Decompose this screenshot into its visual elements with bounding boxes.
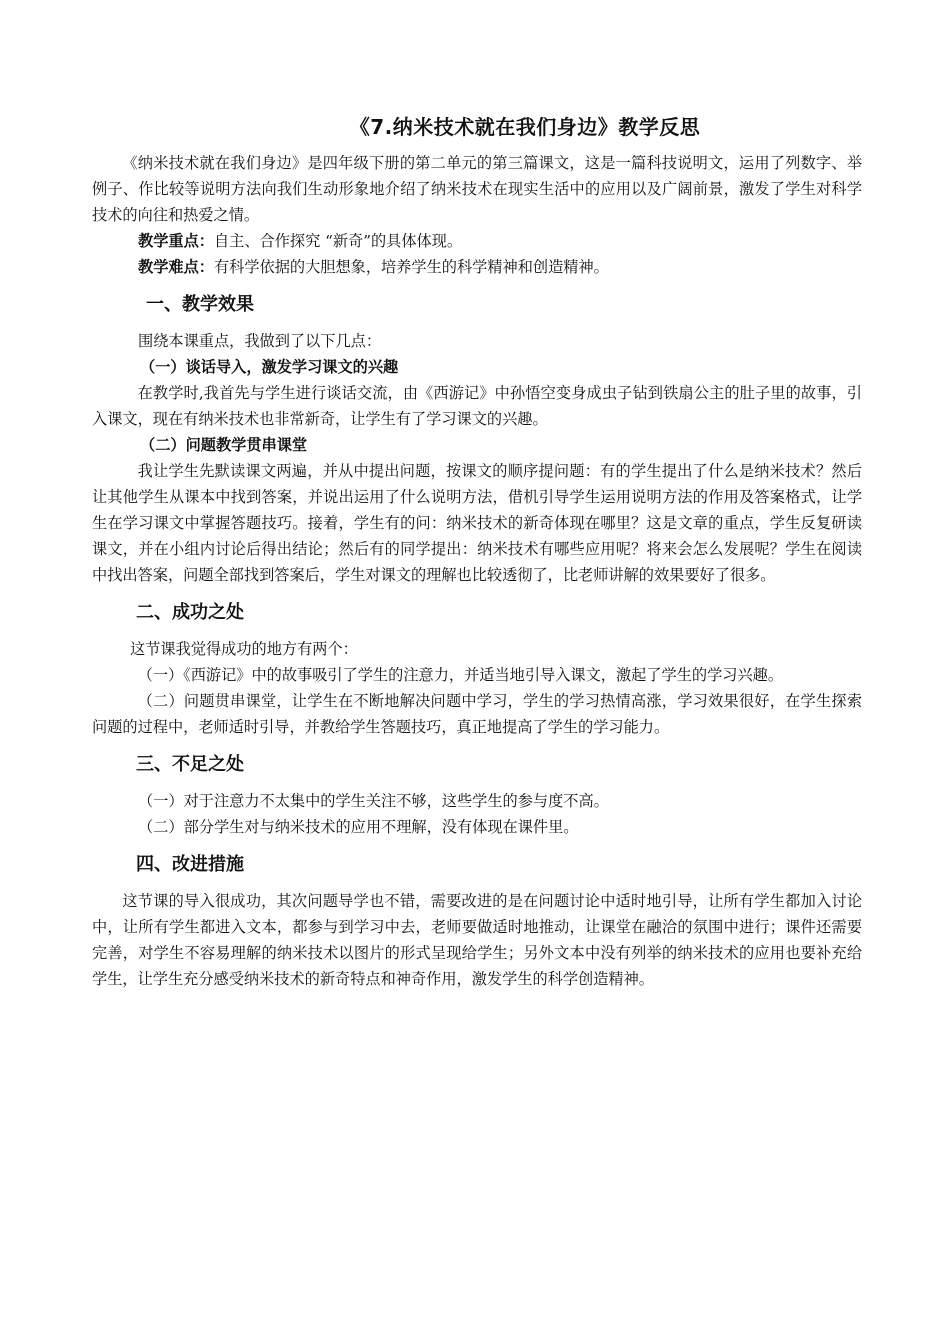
teaching-difficulty-label: 教学难点：: [138, 258, 214, 276]
section1-sub1-text: 在教学时,我首先与学生进行谈话交流，由《西游记》中孙悟空变身成虫子钻到铁扇公主的肚子里的故事，引入课文，现在有纳米技术也非常新奇，让学生有了学习课文的兴趣。: [92, 384, 862, 428]
teaching-focus-label: 教学重点：: [138, 232, 214, 250]
section1-sub2-heading: （二）问题教学贯串课堂: [140, 436, 308, 454]
section2-heading: 二、成功之处: [136, 602, 244, 623]
section2-item2: （二）问题贯串课堂，让学生在不断地解决问题中学习，学生的学习热情高涨，学习效果很好，在学生探索问题的过程中，老师适时引导，并教给学生答题技巧，真正地提高了学生的学习能力。: [92, 692, 862, 736]
section3-heading: 三、不足之处: [136, 754, 244, 775]
teaching-difficulty: [92, 254, 862, 280]
section1-heading: 一、教学效果: [146, 294, 254, 315]
section1-lead: 围绕本课重点，我做到了以下几点：: [138, 332, 381, 350]
section1-sub2-text: 我让学生先默读课文两遍，并从中提出问题，按课文的顺序提问题：有的学生提出了什么是纳米技术？然后让其他学生从课本中找到答案，并说出运用了什么说明方法，借机引导学生运用说明方法的作用及答案格式，让学生在学习课文中掌握答题技巧。接着，学生有的问：纳米技术的新奇体现在哪里？这是文章的重点，学生反复研读课文，并在小组内讨论后得出结论；然后有的同学提出：纳米技术有哪些应用呢？将来会怎么发展呢？学生在阅读中找出答案，问题全部找到答案后，学生对课文的理解也比较透彻了，比老师讲解的效果要好了很多。: [92, 462, 862, 584]
section4-heading: 四、改进措施: [136, 854, 244, 875]
teaching-focus: [92, 228, 862, 254]
section3-item1: （一）对于注意力不太集中的学生关注不够，这些学生的参与度不高。: [138, 792, 609, 810]
teaching-focus-text: 自主、合作探究 “新奇”的具体体现。: [213, 232, 463, 250]
section3-item2: （二）部分学生对与纳米技术的应用不理解，没有体现在课件里。: [138, 818, 579, 836]
document-title: 《7.纳米技术就在我们身边》教学反思: [349, 115, 701, 139]
section2-lead: 这节课我觉得成功的地方有两个：: [130, 640, 358, 658]
section2-item1: （一）《西游记》中的故事吸引了学生的注意力，并适当地引导入课文，激起了学生的学习兴趣。: [137, 666, 784, 684]
document-page: [92, 112, 862, 992]
teaching-difficulty-text: 有科学依据的大胆想象，培养学生的科学精神和创造精神。: [213, 258, 609, 276]
section1-sub1-heading: （一）谈话导入，激发学习课文的兴趣: [140, 358, 399, 376]
intro-paragraph: 《纳米技术就在我们身边》是四年级下册的第二单元的第三篇课文，这是一篇科技说明文，运用了列数字、举例子、作比较等说明方法向我们生动形象地介绍了纳米技术在现实生活中的应用以及广阔前景，激发了学生对科学技术的向往和热爱之情。: [92, 154, 862, 224]
section4-text: 这节课的导入很成功，其次问题导学也不错，需要改进的是在问题讨论中适时地引导，让所有学生都加入讨论中，让所有学生都进入文本，都参与到学习中去，老师要做适时地推动，让课堂在融洽的氛围中进行；课件还需要完善，对学生不容易理解的纳米技术以图片的形式呈现给学生；另外文本中没有列举的纳米技术的应用也要补充给学生，让学生充分感受纳米技术的新奇特点和神奇作用，激发学生的科学创造精神。: [92, 892, 862, 988]
